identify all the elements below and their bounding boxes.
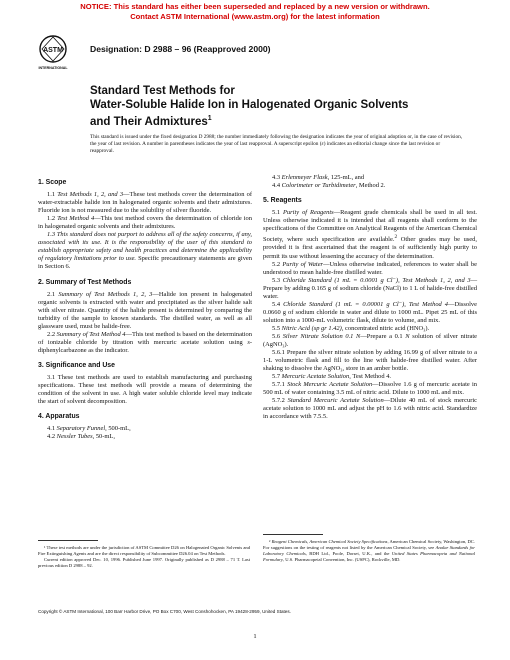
svg-text:INTERNATIONAL: INTERNATIONAL bbox=[38, 66, 68, 70]
paragraph-1-3: 1.3 This standard does not purport to address all of the safety concerns, if any, associated with its use. It is the responsibility of the user of this standard to establish appropriate safety and health practices and determine the applicability of regulatory limitations prior to use. Specific precautionary statements are given in Section 6. bbox=[38, 231, 252, 271]
paragraph-5-7-2: 5.7.2 Standard Mercuric Acetate Solution—Dilute 40 mL of stock mercuric acetate solution to 1000 mL and adjust the pH to 1.6 with nitric acid. Standardize in accordance with 7.5.5. bbox=[263, 397, 477, 421]
paragraph-2-1: 2.1 Summary of Test Methods 1, 2, 3—Halide ion present in halogenated organic solvents is extracted with water and precipitated as the silver halide salt with silver nitrate. Quantity of the halide present is determined by comparing the turbidity of the sample to known standards. The distilled water, as well as all glassware used, must be halide-free. bbox=[38, 290, 252, 330]
right-column bbox=[263, 174, 477, 422]
title-line-3 bbox=[90, 112, 470, 129]
paragraph-5-1: 5.1 Purity of Reagents—Reagent grade chemicals shall be used in all test. Unless otherwise indicated it is intended that all reagents shall conform to the specifications of the Committee on Analytical Reagents of the American Chemical Society, where such specification are available.$^2$ Other grades may be used, provided it is first ascertained that the reagent is of sufficiently high purity to permit its use without lessening the accuracy of the determination. bbox=[263, 209, 477, 260]
left-column bbox=[38, 172, 252, 441]
apparatus-item-4-4: 4.4 Colorimeter or Turbidimeter, Method 2. bbox=[272, 182, 386, 190]
section-heading-scope: 1. Scope bbox=[38, 179, 67, 186]
paragraph-1-1: 1.1 Test Methods 1, 2, and 3—These test methods cover the determination of water-extractable halide ion in halogenated organic solvents and their admixtures. Fluoride ion is not measured due to the solubility of silver fluoride. bbox=[38, 191, 253, 215]
section-heading-significance: 3. Significance and Use bbox=[38, 361, 115, 369]
designation: Designation: D 2988 – 96 (Reapproved 2000) bbox=[90, 44, 271, 54]
title-line-3-text: and Their Admixtures bbox=[90, 115, 208, 128]
section-heading-summary: 2. Summary of Test Methods bbox=[38, 278, 132, 286]
notice-line-2: Contact ASTM International (www.astm.org) for the latest information bbox=[130, 11, 380, 21]
paragraph-5-6-1: 5.6.1 Prepare the silver nitrate solution by adding 16.99 g of silver nitrate to a 1-L volumetric flask and fill to the line with halide-free distilled water. After shaking to dissolve the AgNO₃, store in an amber bottle. bbox=[263, 349, 477, 373]
paragraph-5-7: 5.7 Mercuric Acetate Solution, Test Method 4. bbox=[272, 373, 392, 381]
page-number: 1 bbox=[253, 633, 257, 640]
paragraph-5-4: 5.4 Chloride Standard (1 mL = 0.00001 g Cl⁻), Test Method 4—Dissolve 0.0660 g of sodium chloride in water and dilute to 1000 mL. Pipet 25 mL of this solution into a 1000-mL volumetric flask, dilute to volume, and mix. bbox=[263, 300, 477, 324]
footnote-2-text: ² Reagent Chemicals, American Chemical Society Specifications, American Chemical Society, Washington, DC. For suggestions on the testing of reagents not listed by the American Chemical Society, see Analar Standards for Laboratory Chemicals, BDH Ltd., Poole, Dorset, U.K., and the United States Pharmacopeia and National Formulary, U.S. Pharmacopeial Convention, Inc. (USPC), Rockville, MD. bbox=[263, 539, 476, 562]
section-heading-reagents: 5. Reagents bbox=[263, 197, 302, 205]
paragraph-1-2: 1.2 Test Method 4—This test method covers the determination of chloride ion in halogenated organic solvents and their admixtures. bbox=[38, 215, 252, 231]
footnote-1-edition: Current edition approved Dec. 10, 1996. Published June 1997. Originally published as D 2988 – 71 T. Last previous edition D 2988 – 92. bbox=[38, 556, 250, 568]
title-line-2: Water-Soluble Halide Ion in Halogenated Organic Solvents bbox=[90, 98, 409, 111]
standard-intro-note: This standard is issued under the fixed designation D 2988; the number immediately following the designation indicates the year of original adoption or, in the case of revision, the year of last revision. A number in parentheses indicates the year of last reapproval. A superscript epsilon (ε) indicates an editorial change since the last revision or reapproval. bbox=[90, 134, 463, 155]
document-title bbox=[90, 85, 470, 129]
astm-logo bbox=[38, 34, 68, 72]
paragraph-5-3: 5.3 Chloride Standard (1 mL = 0.0001 g Cl⁻), Test Methods 1, 2, and 3—Prepare by adding 0.165 g of sodium chloride (NaCl) to 1 L of halide-free distilled water. bbox=[263, 276, 478, 300]
footnote-rule-left bbox=[38, 540, 98, 541]
apparatus-item-4-1: 4.1 Separatory Funnel, 500-mL, bbox=[47, 425, 131, 433]
title-footnote-mark: 1 bbox=[207, 115, 212, 122]
withdrawal-notice bbox=[0, 2, 510, 21]
title-line-1: Standard Test Methods for bbox=[90, 85, 235, 97]
paragraph-5-7-1: 5.7.1 Stock Mercuric Acetate Solution—Dissolve 1.6 g of mercuric acetate in 500 mL of water containing 3.5 mL of nitric acid. Dilute to 1000 mL and mix. bbox=[263, 381, 478, 397]
paragraph-5-6: 5.6 Silver Nitrate Solution 0.1 N—Prepare a 0.1 N solution of silver nitrate (AgNO₃). bbox=[263, 332, 478, 349]
apparatus-item-4-2: 4.2 Nessler Tubes, 50-mL, bbox=[47, 433, 115, 441]
svg-text:ASTM: ASTM bbox=[43, 47, 63, 54]
paragraph-5-5: 5.5 Nitric Acid (sp gr 1.42), concentrated nitric acid (HNO₃). bbox=[272, 324, 430, 332]
copyright-line: Copyright © ASTM International, 100 Barr Harbor Drive, PO Box C700, West Conshohocken, PA 19428-2959, United States. bbox=[38, 609, 291, 614]
apparatus-item-4-3: 4.3 Erlenmeyer Flask, 125-mL, and bbox=[272, 174, 365, 181]
footnote-1 bbox=[38, 545, 250, 569]
paragraph-3-1: 3.1 These test methods are used to establish manufacturing and purchasing specifications. These test methods will provide a means of determining the condition of the solvent in use. A high water soluble chloride level may indicate the start of solvent decomposition. bbox=[38, 373, 252, 406]
footnote-rule-right bbox=[263, 534, 323, 535]
notice-line-1: NOTICE: This standard has either been superseded and replaced by a new version or withdrawn. bbox=[80, 2, 430, 11]
footnote-1-text: ¹ These test methods are under the jurisdiction of ASTM Committee D26 on Halogenated Organic Solvents and Fire Extinguishing Agents and are the direct responsibility of Subcommittee D26.04 on Test Methods. bbox=[38, 545, 250, 556]
section-heading-apparatus: 4. Apparatus bbox=[38, 413, 80, 421]
paragraph-5-2: 5.2 Purity of Water—Unless otherwise indicated, references to water shall be understood to mean halide-free distilled water. bbox=[263, 260, 478, 276]
footnote-2 bbox=[263, 539, 475, 563]
paragraph-2-2: 2.2 Summary of Test Method 4—This test method is based on the determination of ionizable chloride by titration with mercuric acetate solution using s-diphenylcarbazone as the indicator. bbox=[38, 330, 252, 354]
